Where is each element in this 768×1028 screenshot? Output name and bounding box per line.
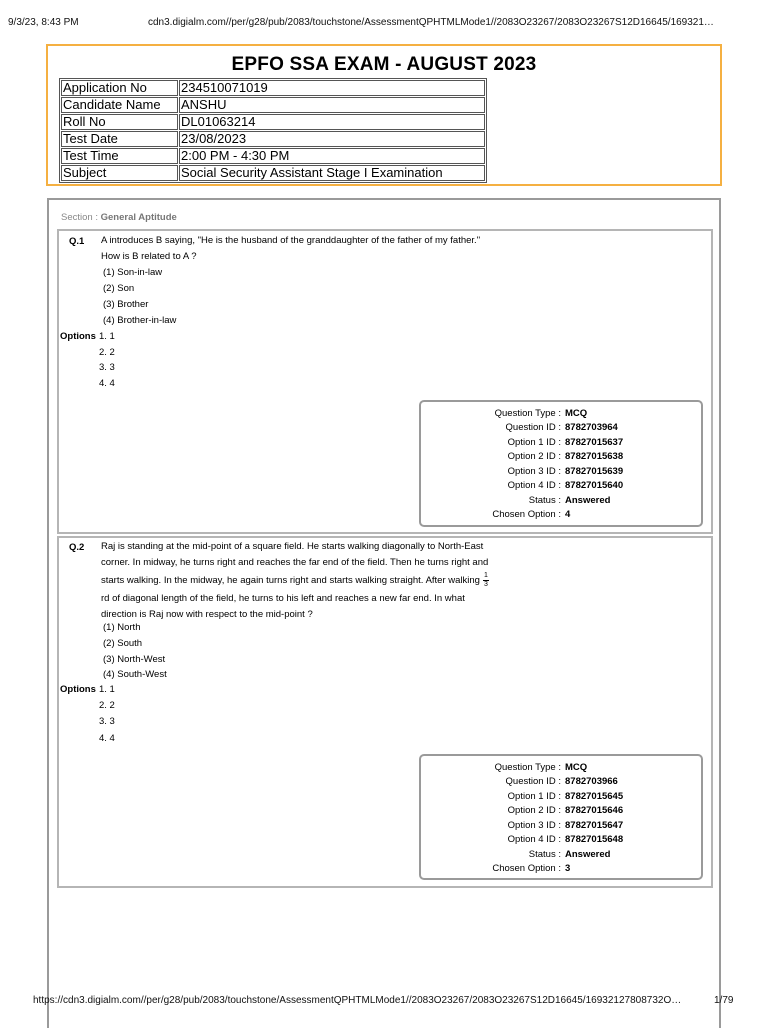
meta-row — [421, 804, 701, 818]
info-label: Application No — [61, 80, 178, 96]
info-label: Test Time — [61, 148, 178, 164]
option-2: 2. 2 — [99, 347, 115, 358]
candidate-info-table — [59, 78, 487, 183]
section-label — [61, 212, 177, 223]
meta-key: Question ID : — [505, 422, 561, 433]
meta-key: Option 3 ID : — [507, 466, 561, 477]
question-meta-box — [419, 400, 703, 527]
choice-4: (4) Brother-in-law — [103, 315, 177, 326]
meta-key: Chosen Option : — [492, 509, 561, 520]
info-row — [61, 80, 485, 96]
option-3: 3. 3 — [99, 716, 115, 727]
question-line: Raj is standing at the mid-point of a square field. He starts walking diagonally to North-East — [101, 541, 484, 552]
question-number: Q.1 — [69, 236, 85, 247]
fraction — [483, 572, 489, 589]
meta-value: 8782703964 — [565, 422, 618, 433]
meta-value: 87827015637 — [565, 437, 624, 448]
options-label: Options — [60, 684, 96, 695]
meta-row — [421, 833, 701, 847]
info-value: ANSHU — [179, 97, 485, 113]
info-row — [61, 131, 485, 147]
question-line: corner. In midway, he turns right and reaches the far end of the field. Then he turns right and — [101, 557, 489, 568]
choice-3: (3) North-West — [103, 654, 166, 665]
meta-row — [421, 761, 701, 775]
meta-value: Answered — [565, 849, 611, 860]
option-2: 2. 2 — [99, 700, 115, 711]
meta-row — [421, 421, 701, 435]
info-value: 23/08/2023 — [179, 131, 485, 147]
choice-1: (1) Son-in-law — [103, 267, 163, 278]
option-4: 4. 4 — [99, 733, 115, 744]
option-1: 1. 1 — [99, 331, 115, 342]
meta-value: 87827015648 — [565, 834, 624, 845]
meta-value: Answered — [565, 495, 611, 506]
section-name: General Aptitude — [100, 212, 177, 223]
choice-2: (2) South — [103, 638, 143, 649]
exam-title: EPFO SSA EXAM - AUGUST 2023 — [231, 54, 537, 75]
meta-value: 87827015638 — [565, 451, 624, 462]
exam-header-box — [46, 44, 722, 186]
meta-key: Option 4 ID : — [507, 480, 561, 491]
meta-row — [421, 436, 701, 450]
meta-row — [421, 465, 701, 479]
meta-row — [421, 494, 701, 508]
question-line — [101, 571, 513, 591]
meta-value: 87827015647 — [565, 820, 624, 831]
meta-row — [421, 407, 701, 421]
meta-row — [421, 790, 701, 804]
meta-value: 8782703966 — [565, 776, 618, 787]
meta-value: 3 — [565, 863, 571, 874]
meta-row — [421, 508, 701, 522]
meta-key: Chosen Option : — [492, 863, 561, 874]
info-label: Roll No — [61, 114, 178, 130]
meta-value: MCQ — [565, 762, 588, 773]
choice-2: (2) Son — [103, 283, 135, 294]
question-line: rd of diagonal length of the field, he turns to his left and reaches a new far end. In what — [101, 593, 465, 604]
meta-key: Question ID : — [505, 776, 561, 787]
page-number: 1/79 — [714, 995, 734, 1006]
meta-value: 4 — [565, 509, 571, 520]
fraction-numerator: 1 — [483, 571, 488, 579]
meta-row — [421, 862, 701, 876]
meta-value: MCQ — [565, 408, 588, 419]
question-number: Q.2 — [69, 542, 85, 553]
meta-row — [421, 848, 701, 862]
meta-value: 87827015646 — [565, 805, 624, 816]
print-top-url: cdn3.digialm.com//per/g28/pub/2083/touchstone/AssessmentQPHTMLMode1//2083O23267/2083O23267S12D16645/169321… — [148, 17, 714, 28]
choice-1: (1) North — [103, 622, 141, 633]
info-value: Social Security Assistant Stage I Examination — [179, 165, 485, 181]
choice-4: (4) South-West — [103, 669, 167, 680]
question-line: How is B related to A ? — [101, 251, 197, 262]
meta-row — [421, 479, 701, 493]
question-line: A introduces B saying, "He is the husband of the granddaughter of the father of my father." — [101, 235, 481, 246]
question-meta-box — [419, 754, 703, 880]
info-row — [61, 114, 485, 130]
info-label: Candidate Name — [61, 97, 178, 113]
info-row — [61, 97, 485, 113]
question-line: direction is Raj now with respect to the mid-point ? — [101, 609, 313, 620]
info-value: 2:00 PM - 4:30 PM — [179, 148, 485, 164]
info-row — [61, 165, 485, 181]
print-bottom-url: https://cdn3.digialm.com//per/g28/pub/2083/touchstone/AssessmentQPHTMLMode1//2083O23267/2083O23267S12D16645/16932127808732O… — [33, 995, 682, 1006]
options-label: Options — [60, 331, 96, 342]
question-line-text: starts walking. In the midway, he again turns right and starts walking straight. After walking — [101, 575, 480, 586]
print-datetime: 9/3/23, 8:43 PM — [8, 17, 79, 28]
option-3: 3. 3 — [99, 362, 115, 373]
info-label: Subject — [61, 165, 178, 181]
meta-key: Status : — [528, 495, 561, 506]
meta-key: Status : — [528, 849, 561, 860]
meta-key: Option 2 ID : — [507, 451, 561, 462]
option-1: 1. 1 — [99, 684, 115, 695]
meta-value: 87827015639 — [565, 466, 624, 477]
meta-value: 87827015640 — [565, 480, 624, 491]
meta-key: Option 3 ID : — [507, 820, 561, 831]
meta-key: Option 1 ID : — [507, 791, 561, 802]
section-prefix: Section : — [61, 212, 101, 223]
info-label: Test Date — [61, 131, 178, 147]
meta-row — [421, 819, 701, 833]
meta-key: Option 2 ID : — [507, 805, 561, 816]
info-value: DL01063214 — [179, 114, 485, 130]
fraction-denominator: 3 — [483, 580, 488, 588]
meta-key: Question Type : — [494, 762, 561, 773]
meta-row — [421, 450, 701, 464]
info-value: 234510071019 — [179, 80, 485, 96]
option-4: 4. 4 — [99, 378, 115, 389]
meta-key: Option 4 ID : — [507, 834, 561, 845]
meta-key: Option 1 ID : — [507, 437, 561, 448]
info-row — [61, 148, 485, 164]
choice-3: (3) Brother — [103, 299, 149, 310]
meta-key: Question Type : — [494, 408, 561, 419]
question-text — [101, 233, 480, 265]
meta-row — [421, 775, 701, 789]
meta-value: 87827015645 — [565, 791, 624, 802]
question-text — [101, 539, 513, 623]
